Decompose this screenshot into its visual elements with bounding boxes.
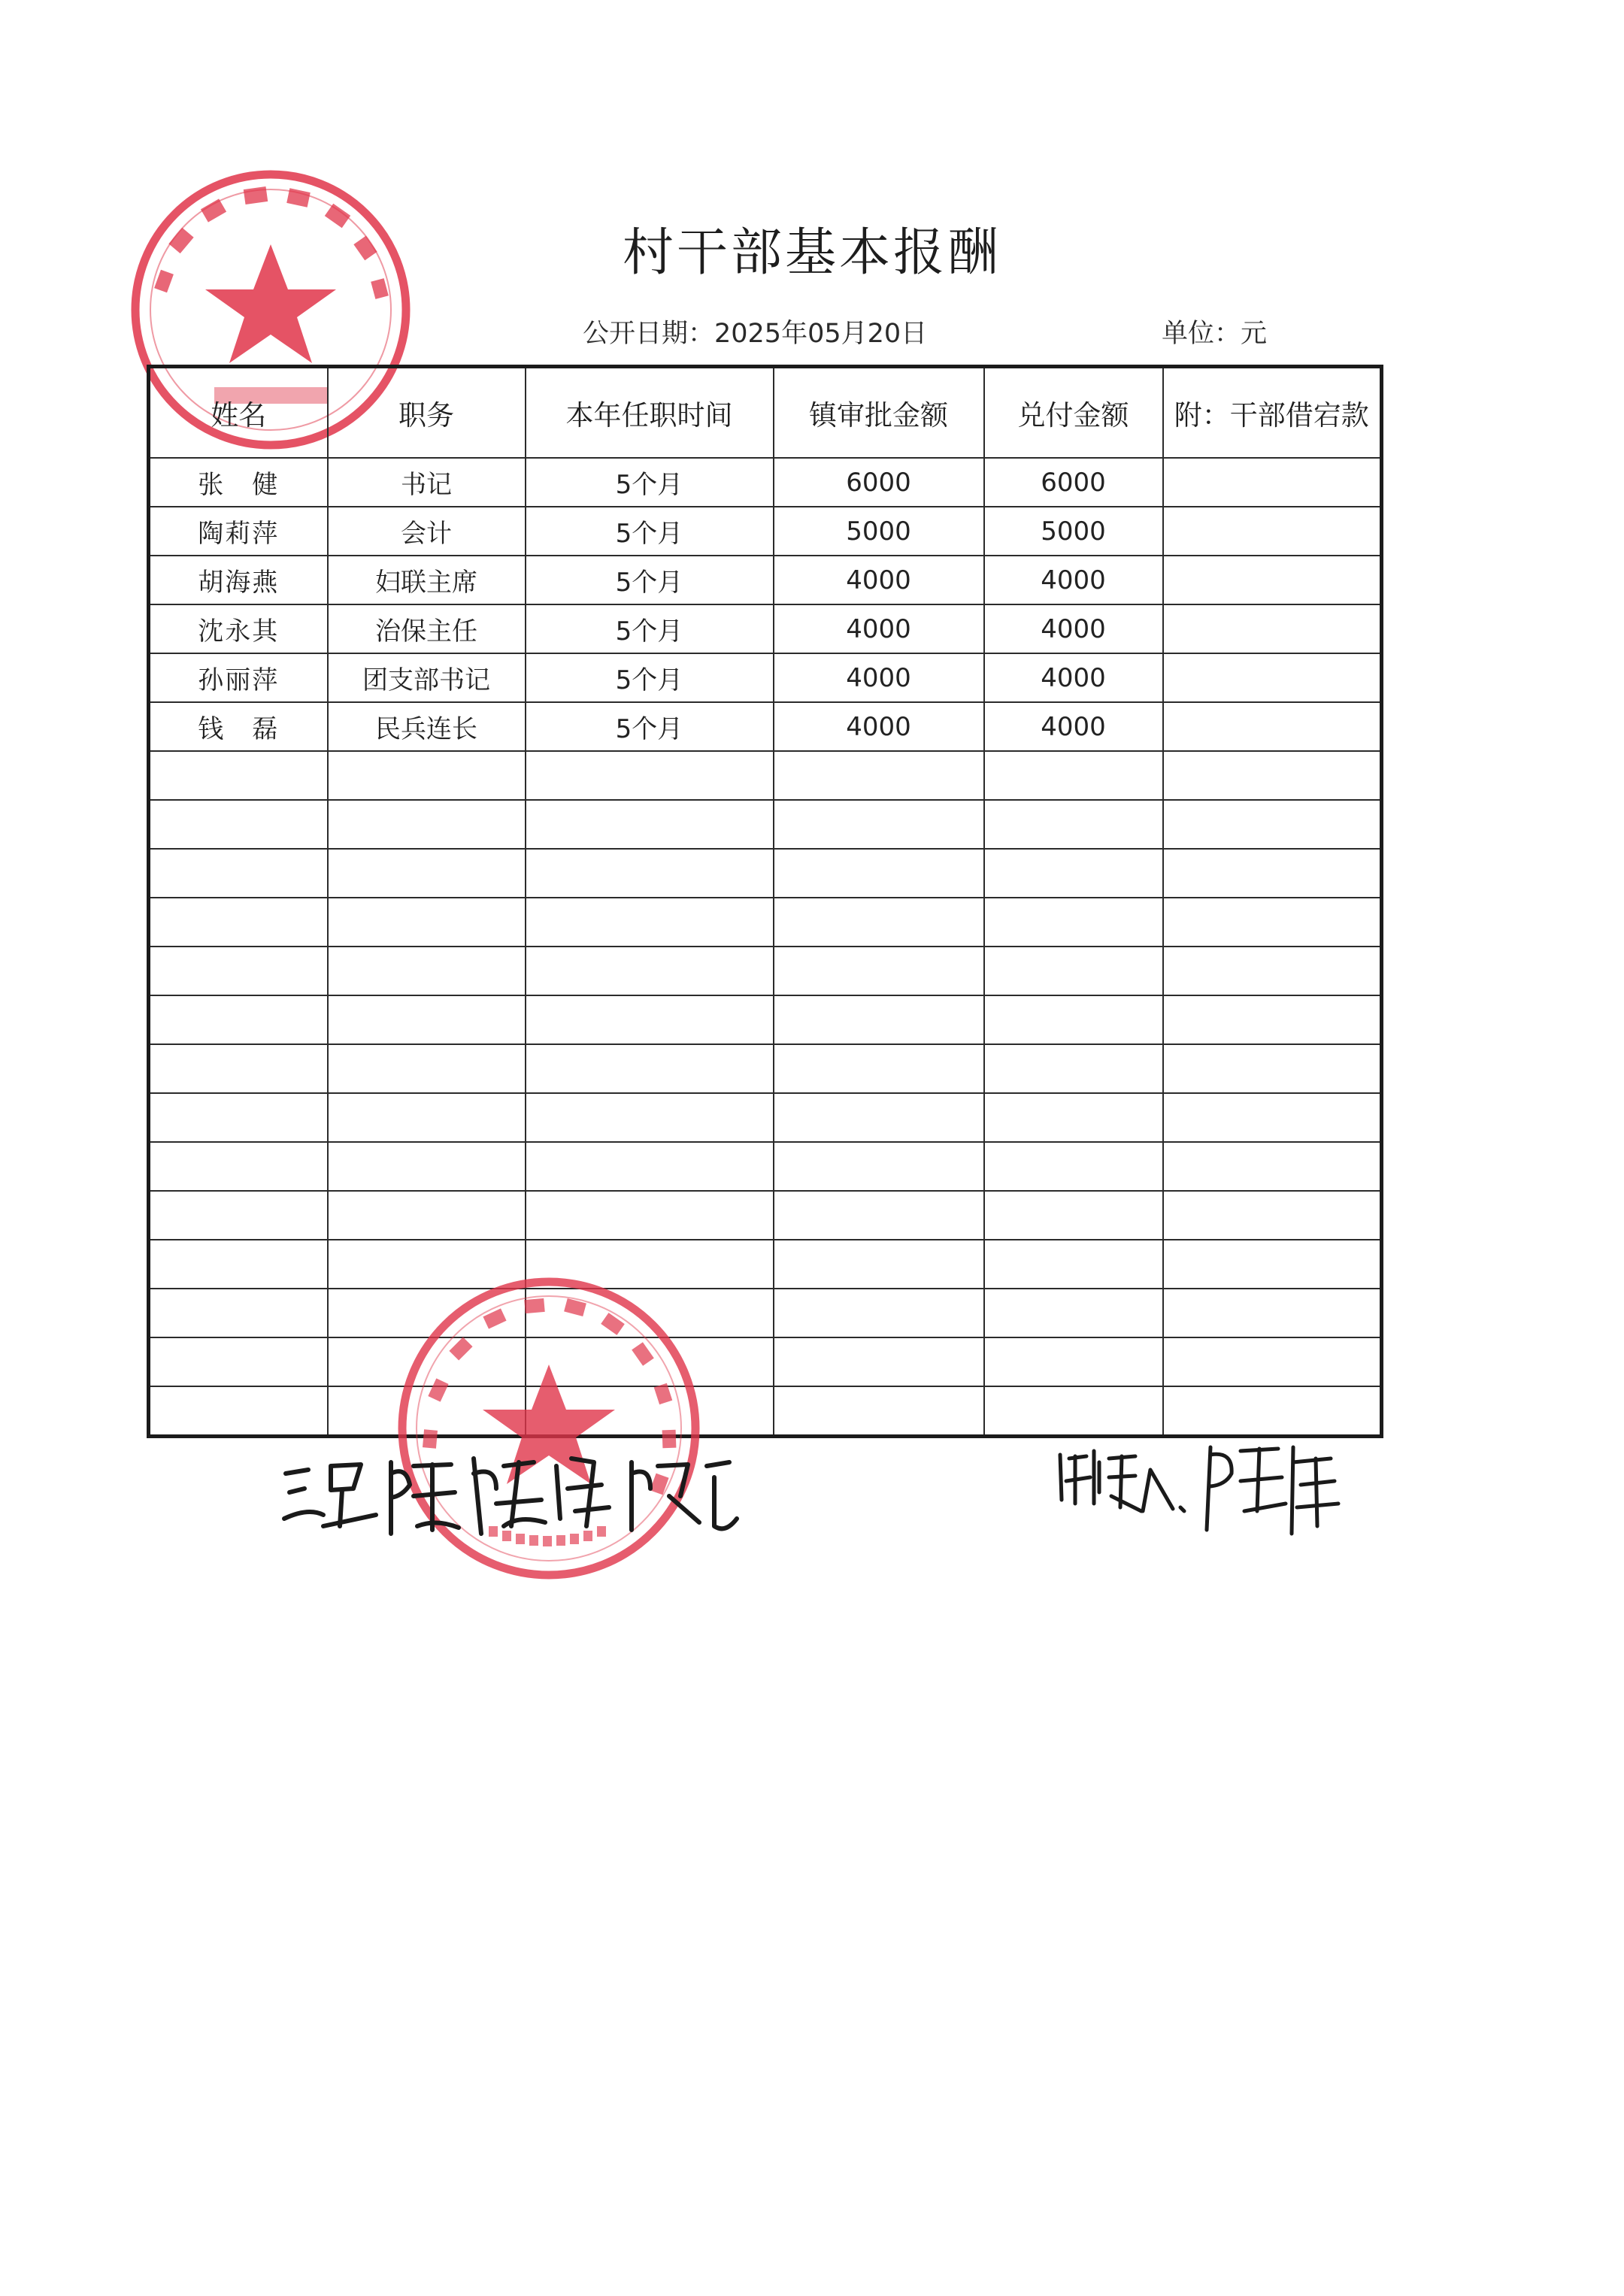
cell-position: 治保主任 (328, 604, 526, 653)
cell-empty (984, 947, 1163, 995)
cell-empty (149, 1289, 328, 1337)
cell-empty (149, 947, 328, 995)
cell-empty (774, 1240, 984, 1289)
cell-empty (149, 898, 328, 947)
table-row-empty (149, 1093, 1382, 1142)
table-row (149, 653, 1382, 702)
cell-name: 孙丽萍 (149, 653, 328, 702)
cell-empty (328, 947, 526, 995)
cell-empty (984, 849, 1163, 898)
currency-unit: 单位：元 (1162, 319, 1268, 349)
cell-empty (328, 995, 526, 1044)
cell-empty (1163, 1093, 1382, 1142)
cell-empty (984, 1044, 1163, 1093)
cell-empty (984, 1386, 1163, 1437)
cell-empty (984, 1289, 1163, 1337)
cell-approved: 4000 (774, 604, 984, 653)
table-row-empty (149, 898, 1382, 947)
cell-empty (984, 751, 1163, 800)
publish-date: 公开日期：2025年05月20日 (583, 319, 928, 349)
cell-empty (1163, 1240, 1382, 1289)
cell-empty (984, 995, 1163, 1044)
cell-empty (149, 1093, 328, 1142)
cell-position: 团支部书记 (328, 653, 526, 702)
cell-name: 沈永其 (149, 604, 328, 653)
preparer-signature (1053, 1440, 1353, 1545)
cell-empty (526, 1044, 774, 1093)
cell-position: 民兵连长 (328, 702, 526, 751)
cell-empty (149, 1337, 328, 1386)
cell-empty (984, 800, 1163, 849)
cell-note (1163, 507, 1382, 556)
table-row (149, 604, 1382, 653)
table-row-empty (149, 1289, 1382, 1337)
cell-empty (774, 898, 984, 947)
cell-empty (1163, 995, 1382, 1044)
cell-empty (526, 947, 774, 995)
table-row-empty (149, 1240, 1382, 1289)
cell-empty (149, 1044, 328, 1093)
cell-empty (1163, 800, 1382, 849)
cell-empty (526, 751, 774, 800)
cell-empty (328, 1191, 526, 1240)
cell-empty (526, 995, 774, 1044)
cell-empty (526, 1191, 774, 1240)
cell-empty (149, 751, 328, 800)
cell-name: 张 健 (149, 458, 328, 507)
cell-empty (774, 1289, 984, 1337)
cell-empty (774, 947, 984, 995)
cell-note (1163, 702, 1382, 751)
cell-tenure: 5个月 (526, 604, 774, 653)
header-tenure: 本年任职时间 (526, 367, 774, 459)
table-row-empty (149, 1044, 1382, 1093)
table-row-empty (149, 995, 1382, 1044)
cell-empty (526, 898, 774, 947)
header-approved-amount: 镇审批金额 (774, 367, 984, 459)
cell-tenure: 5个月 (526, 507, 774, 556)
cell-tenure: 5个月 (526, 653, 774, 702)
cell-approved: 6000 (774, 458, 984, 507)
cell-empty (984, 1142, 1163, 1191)
table-row-empty (149, 1386, 1382, 1437)
cell-note (1163, 653, 1382, 702)
cell-empty (1163, 751, 1382, 800)
cell-paid: 4000 (984, 702, 1163, 751)
cell-tenure: 5个月 (526, 702, 774, 751)
cell-empty (149, 1386, 328, 1437)
committee-signatures (278, 1443, 744, 1556)
cell-empty (774, 800, 984, 849)
cell-approved: 4000 (774, 653, 984, 702)
cell-empty (526, 1093, 774, 1142)
cell-empty (1163, 1386, 1382, 1437)
cell-empty (984, 1191, 1163, 1240)
header-name: 姓名 (149, 367, 328, 459)
cell-empty (774, 995, 984, 1044)
cell-empty (328, 751, 526, 800)
table-row-empty (149, 849, 1382, 898)
cell-paid: 4000 (984, 653, 1163, 702)
cell-empty (526, 800, 774, 849)
cell-empty (149, 1240, 328, 1289)
cell-empty (526, 1142, 774, 1191)
header-paid-amount: 兑付金额 (984, 367, 1163, 459)
cell-empty (149, 995, 328, 1044)
cell-empty (1163, 849, 1382, 898)
header-loan-note: 附：干部借宕款 (1163, 367, 1382, 459)
cell-empty (984, 1240, 1163, 1289)
cell-empty (526, 849, 774, 898)
cell-empty (328, 1044, 526, 1093)
cell-empty (984, 1093, 1163, 1142)
cell-name: 胡海燕 (149, 556, 328, 604)
cell-note (1163, 458, 1382, 507)
cell-name: 陶莉萍 (149, 507, 328, 556)
cell-paid: 4000 (984, 604, 1163, 653)
table-row-empty (149, 1337, 1382, 1386)
table-row (149, 458, 1382, 507)
table-row-empty (149, 751, 1382, 800)
cell-empty (1163, 1191, 1382, 1240)
cell-empty (774, 849, 984, 898)
cell-empty (328, 1142, 526, 1191)
cell-empty (328, 898, 526, 947)
remuneration-table (147, 365, 1383, 1438)
table-row (149, 556, 1382, 604)
table-row-empty (149, 1191, 1382, 1240)
cell-empty (328, 800, 526, 849)
cell-empty (774, 1337, 984, 1386)
cell-empty (1163, 1044, 1382, 1093)
cell-empty (1163, 1142, 1382, 1191)
cell-empty (774, 1386, 984, 1437)
cell-approved: 4000 (774, 702, 984, 751)
cell-note (1163, 556, 1382, 604)
cell-empty (149, 800, 328, 849)
cell-empty (328, 1093, 526, 1142)
cell-paid: 5000 (984, 507, 1163, 556)
cell-name: 钱 磊 (149, 702, 328, 751)
cell-empty (1163, 898, 1382, 947)
cell-empty (774, 1044, 984, 1093)
document-title: 村干部基本报酬 (622, 223, 1001, 283)
cell-tenure: 5个月 (526, 458, 774, 507)
cell-empty (774, 1142, 984, 1191)
cell-empty (984, 898, 1163, 947)
cell-empty (1163, 1289, 1382, 1337)
cell-empty (774, 1191, 984, 1240)
cell-tenure: 5个月 (526, 556, 774, 604)
cell-approved: 5000 (774, 507, 984, 556)
table-row (149, 702, 1382, 751)
cell-empty (149, 1191, 328, 1240)
cell-empty (149, 849, 328, 898)
cell-empty (774, 1093, 984, 1142)
cell-empty (774, 751, 984, 800)
cell-position: 妇联主席 (328, 556, 526, 604)
cell-note (1163, 604, 1382, 653)
cell-position: 会计 (328, 507, 526, 556)
cell-empty (1163, 1337, 1382, 1386)
cell-empty (328, 849, 526, 898)
header-position: 职务 (328, 367, 526, 459)
table-row-empty (149, 1142, 1382, 1191)
table-row-empty (149, 800, 1382, 849)
table-row (149, 507, 1382, 556)
cell-position: 书记 (328, 458, 526, 507)
table-row-empty (149, 947, 1382, 995)
table-header-row (149, 367, 1382, 459)
cell-paid: 4000 (984, 556, 1163, 604)
cell-paid: 6000 (984, 458, 1163, 507)
cell-empty (149, 1142, 328, 1191)
cell-empty (984, 1337, 1163, 1386)
cell-approved: 4000 (774, 556, 984, 604)
cell-empty (1163, 947, 1382, 995)
